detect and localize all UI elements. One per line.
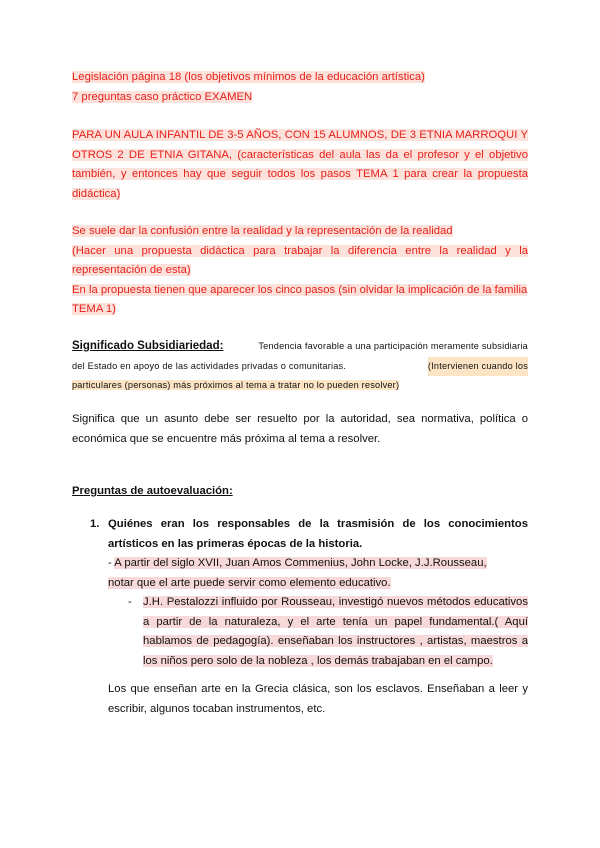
case-line: PARA UN AULA INFANTIL DE 3-5 AÑOS, CON 15 ALUMNOS, DE 3 ETNIA MARROQUI Y bbox=[72, 129, 528, 141]
question-1 bbox=[108, 515, 528, 593]
significa-paragraph bbox=[72, 410, 528, 449]
answer-line: notar que el arte puede servir como elemento educativo. bbox=[108, 576, 391, 589]
subsidiariedad-def-line: Tendencia favorable a una participación meramente subsidiaria bbox=[258, 341, 528, 351]
confusion-line: En la propuesta tienen que aparecer los cinco pasos (sin olvidar la implicación de la familia bbox=[72, 283, 528, 296]
pestalozzi-line: los niños pero solo de la nobleza , los demás trabajaban en el campo. bbox=[143, 654, 493, 667]
pestalozzi-line: hablamos de pedagogía). enseñaban los instructores , artistas, maestros a bbox=[143, 635, 528, 648]
confusion-line: TEMA 1) bbox=[72, 303, 116, 316]
greece-paragraph bbox=[108, 680, 528, 719]
confusion-block bbox=[72, 222, 528, 320]
subsidiariedad-block bbox=[72, 337, 528, 396]
pestalozzi-line: a partir de la naturaleza, y el arte tenía un papel fundamental.( Aquí bbox=[143, 615, 528, 628]
subsidiariedad-def-line: del Estado en apoyo de las actividades privadas o comunitarias. bbox=[72, 360, 347, 371]
question-number: 1. bbox=[90, 518, 100, 530]
answer-line: A partir del siglo XVII, Juan Amos Commenius, John Locke, J.J.Rousseau, bbox=[108, 557, 487, 574]
case-line: OTROS 2 DE ETNIA GITANA, (características del aula las da el profesor y el objetivo bbox=[72, 148, 528, 161]
preguntas-heading: Preguntas de autoevaluación: bbox=[72, 485, 233, 497]
subsidiariedad-note: particulares (personas) más próximos al tema a tratar no lo pueden resolver) bbox=[72, 380, 400, 391]
pestalozzi-item bbox=[143, 593, 528, 671]
subsidiariedad-note: (Intervienen cuando los bbox=[428, 357, 528, 377]
subsidiariedad-heading: Significado Subsidiariedad: bbox=[72, 340, 224, 352]
significa-line: Significa que un asunto debe ser resuelto por la autoridad, sea normativa, política o bbox=[72, 413, 528, 425]
header-notes bbox=[72, 68, 528, 107]
preguntas-heading-wrap bbox=[72, 482, 528, 502]
case-line: didáctica) bbox=[72, 187, 121, 200]
case-line: también, y entonces hay que seguir todos los pasos TEMA 1 para crear la propuesta bbox=[72, 168, 528, 181]
question-text: Quiénes eran los responsables de la trasmisión de los conocimientos bbox=[108, 518, 528, 530]
confusion-line: (Hacer una propuesta didáctica para trabajar la diferencia entre la realidad y la bbox=[72, 244, 528, 257]
greece-line: Los que enseñan arte en la Grecia clásica, son los esclavos. Enseñaban a leer y bbox=[108, 683, 528, 695]
sub-bullet-dash: - bbox=[128, 596, 132, 608]
legislation-note: Legislación página 18 (los objetivos mínimos de la educación artística) bbox=[72, 71, 425, 83]
answer-dash: - bbox=[108, 557, 115, 570]
greece-line: escribir, algunos tocaban instrumentos, etc. bbox=[108, 702, 326, 715]
exam-note: 7 preguntas caso práctico EXAMEN bbox=[72, 90, 253, 103]
pestalozzi-line: J.H. Pestalozzi influido por Rousseau, investigó nuevos métodos educativos bbox=[143, 596, 528, 608]
case-block bbox=[72, 126, 528, 204]
confusion-line: Se suele dar la confusión entre la realidad y la representación de la realidad bbox=[72, 225, 453, 237]
significa-line: económica que se encuentre más próxima al tema a resolver. bbox=[72, 432, 381, 445]
question-text: artísticos en las primeras épocas de la historia. bbox=[108, 537, 363, 550]
confusion-line: representación de esta) bbox=[72, 264, 191, 277]
